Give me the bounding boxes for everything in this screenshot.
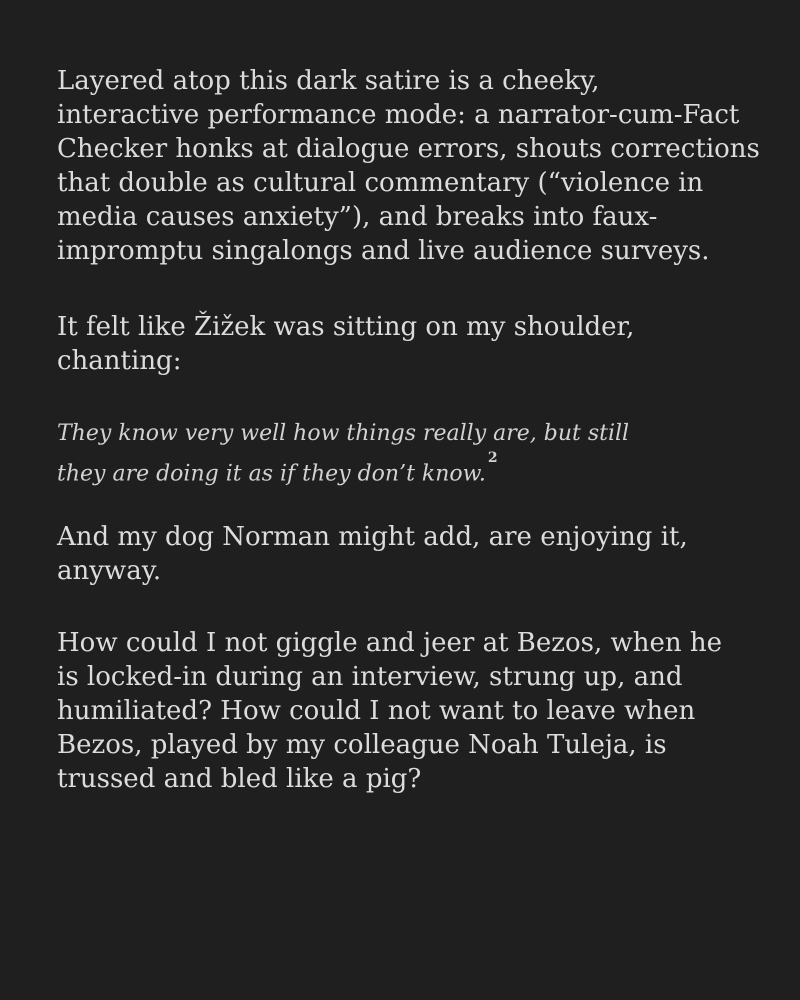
paragraph-norman [57, 520, 688, 588]
text-line: interactive performance mode: a narrator-cum-Fact [57, 100, 740, 130]
text-line: How could I not giggle and jeer at Bezos, when he [57, 628, 723, 658]
quote-line: They know very well how things really are, but still [57, 421, 630, 446]
text-line: Bezos, played by my colleague Noah Tuleja, is [57, 730, 667, 760]
text-line: is locked-in during an interview, strung up, and [57, 662, 683, 692]
text-line: media causes anxiety”), and breaks into faux- [57, 202, 658, 232]
text-line: trussed and bled like a pig? [57, 764, 422, 794]
quote-line-text: they are doing it as if they don’t know. [57, 461, 486, 487]
text-line: that double as cultural commentary (“violence in [57, 168, 704, 198]
text-line: anyway. [57, 556, 162, 586]
text-line: And my dog Norman might add, are enjoying it, [57, 522, 688, 552]
text-line: impromptu singalongs and live audience surveys. [57, 236, 710, 266]
quote-line [57, 451, 629, 491]
text-line: chanting: [57, 346, 182, 376]
text-line: Layered atop this dark satire is a cheeky, [57, 66, 600, 96]
paragraph-zizek [57, 310, 634, 378]
paragraph-performance-mode [57, 64, 760, 268]
text-line: humiliated? How could I not want to leave when [57, 696, 696, 726]
paragraph-bezos [57, 626, 722, 796]
footnote-marker[interactable]: 2 [487, 450, 498, 466]
text-line: Checker honks at dialogue errors, shouts corrections [57, 134, 760, 164]
block-quote [57, 417, 629, 491]
text-line: It felt like Žižek was sitting on my shoulder, [57, 312, 635, 342]
